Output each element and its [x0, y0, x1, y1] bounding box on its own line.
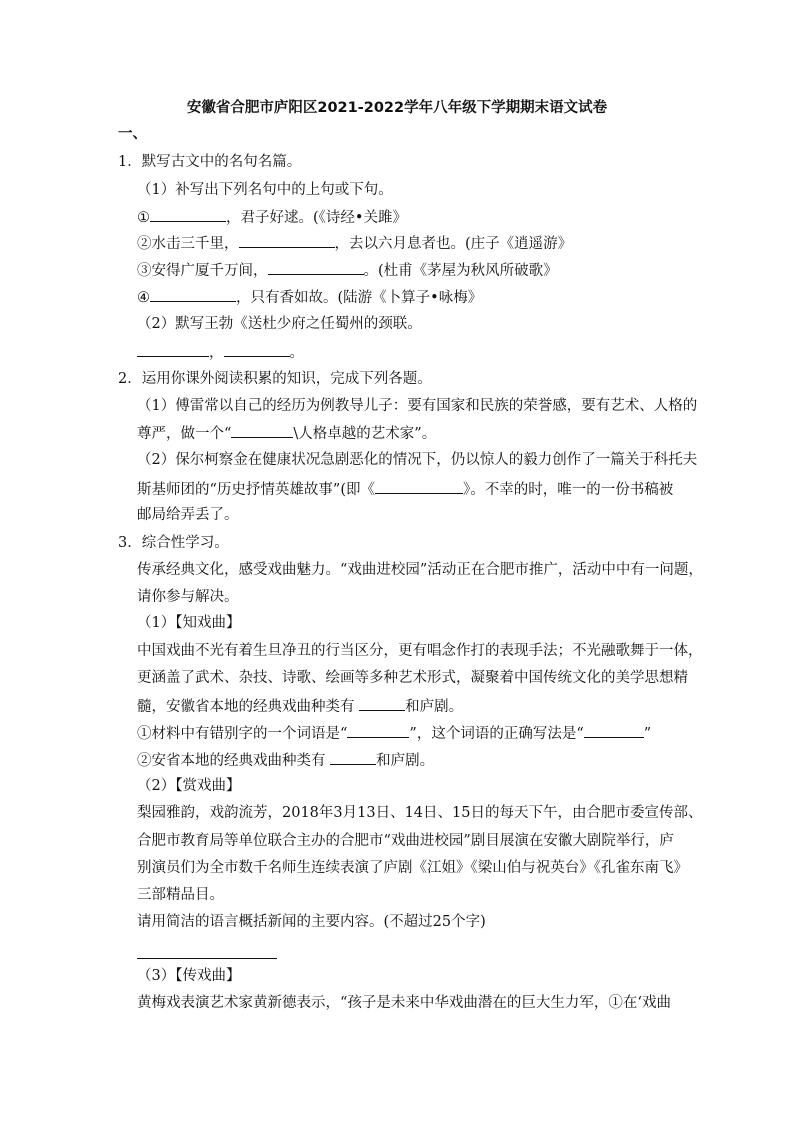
question-1-part-1: （1）补写出下列名句中的上句或下句。	[137, 182, 393, 198]
question-1-part-2-answer	[137, 341, 304, 363]
enjoy-opera-text-2: 合肥市教育局等单位联合主办的合肥市“戏曲进校园”剧目展演在安徽大剧院举行，庐	[137, 833, 674, 849]
answer-blank[interactable]	[150, 206, 226, 222]
question-2-part-2-line-2	[137, 478, 673, 500]
text: 髓，安徽省本地的经典戏曲种类有	[137, 699, 360, 715]
question-1-item-c	[137, 259, 558, 281]
item-c-prefix: ③安得广厦千万间，	[137, 263, 268, 279]
know-opera-question-a	[137, 722, 651, 744]
question-2-part-2-line-1: （2）保尔柯察金在健康状况急剧恶化的情况下，仍以惊人的毅力创作了一篇关于科托夫	[137, 452, 698, 468]
answer-blank[interactable]	[239, 232, 335, 248]
answer-blank[interactable]	[231, 422, 293, 438]
enjoy-opera-text-4: 三部精品目。	[137, 887, 224, 903]
section-know-opera-heading: （1）【知戏曲】	[137, 615, 241, 631]
know-opera-text-2: 更涵盖了武术、杂技、诗歌、绘画等多种艺术形式，凝聚着中国传统文化的美学思想精	[137, 670, 688, 686]
question-2-part-2-line-3: 邮局给弄丢了。	[137, 507, 239, 523]
text: ”	[643, 726, 652, 742]
answer-blank[interactable]	[375, 478, 463, 494]
pass-opera-text-1: 黄梅戏表演艺术家黄新德表示，“孩子是未来中华戏曲潜在的巨大生力军，①在‘戏曲	[137, 995, 672, 1011]
answer-blank[interactable]	[224, 341, 290, 357]
item-d-prefix: ④	[137, 290, 150, 306]
answer-blank[interactable]	[268, 259, 364, 275]
question-2-part-1-line-2	[137, 422, 436, 444]
text: ①材料中有错别字的一个词语是“	[137, 726, 348, 742]
item-b-suffix: ，去以六月息者也。(庄子《逍遥游》	[334, 236, 573, 252]
question-1-item-d	[137, 286, 482, 308]
question-1-part-2: （2）默写王勃《送杜少府之任蜀州的颈联。	[137, 316, 422, 332]
item-a-prefix: ①	[137, 210, 150, 226]
question-3-intro-line-1: 传承经典文化，感受戏曲魅力。“戏曲进校园”活动正在合肥市推广，活动中中有一问题，	[137, 562, 703, 578]
section-enjoy-opera-heading: （2）【赏戏曲】	[137, 778, 241, 794]
text: 斯基师团的“历史抒情英雄故事”(即《	[137, 482, 375, 498]
answer-blank[interactable]	[137, 341, 209, 357]
text: 和庐剧。	[376, 753, 435, 769]
page-title: 安徽省合肥市庐阳区2021-2022学年八年级下学期期末语文试卷	[186, 100, 608, 116]
text: ”，这个词语的正确写法是“	[409, 726, 584, 742]
item-d-suffix: ，只有香如故。(陆游《卜算子•咏梅》	[236, 290, 483, 306]
answer-blank[interactable]	[359, 695, 405, 711]
question-1-item-b	[137, 232, 572, 254]
know-opera-question-b	[137, 749, 434, 771]
know-opera-text-3	[137, 695, 463, 717]
answer-blank[interactable]	[330, 749, 376, 765]
answer-line[interactable]	[137, 958, 277, 959]
item-c-suffix: 。(杜甫《茅屋为秋风所破歌》	[363, 263, 558, 279]
answer-blank[interactable]	[347, 722, 409, 738]
enjoy-opera-text-3: 别演员们为全市数千名师生连续表演了庐剧《江姐》《梁山伯与祝英台》《孔雀东南飞》	[137, 860, 688, 876]
enjoy-opera-task: 请用简洁的语言概括新闻的主要内容。(不超过25个字)	[137, 914, 486, 930]
question-3-intro-line-2: 请你参与解决。	[137, 589, 239, 605]
answer-blank[interactable]	[150, 286, 236, 302]
question-1-item-a	[137, 206, 407, 228]
text: 和庐剧。	[405, 699, 464, 715]
section-pass-opera-heading: （3）【传戏曲】	[137, 968, 241, 984]
item-a-suffix: ，君子好逑。(《诗经•关雎》	[226, 210, 407, 226]
question-1-stem: 1．默写古文中的名句名篇。	[118, 154, 302, 170]
section-heading: 一、	[118, 126, 147, 142]
question-2-stem: 2．运用你课外阅读积累的知识，完成下列各题。	[118, 371, 432, 387]
end-mark: 。	[289, 345, 304, 361]
question-3-stem: 3．综合性学习。	[118, 535, 229, 551]
text: ②安省本地的经典戏曲种类有	[137, 753, 331, 769]
text: \人格卓越的艺术家”。	[293, 426, 437, 442]
know-opera-text-1: 中国戏曲不光有着生旦净丑的行当区分，更有唱念作打的表现手法；不光融歌舞于一体，	[137, 643, 703, 659]
enjoy-opera-text-1: 梨园雅韵，戏韵流芳，2018年3月13日、14日、15日的每天下午，由合肥市委宣传部、	[137, 805, 703, 821]
item-b-prefix: ②水击三千里，	[137, 236, 239, 252]
answer-blank[interactable]	[584, 722, 644, 738]
question-2-part-1-line-1: （1）傅雷常以自己的经历为例教导儿子：要有国家和民族的荣誉感，要有艺术、人格的	[137, 398, 698, 414]
separator: ，	[209, 345, 224, 361]
text: 尊严，做一个“	[137, 426, 232, 442]
text: 》。不幸的时，唯一的一份书稿被	[462, 482, 674, 498]
